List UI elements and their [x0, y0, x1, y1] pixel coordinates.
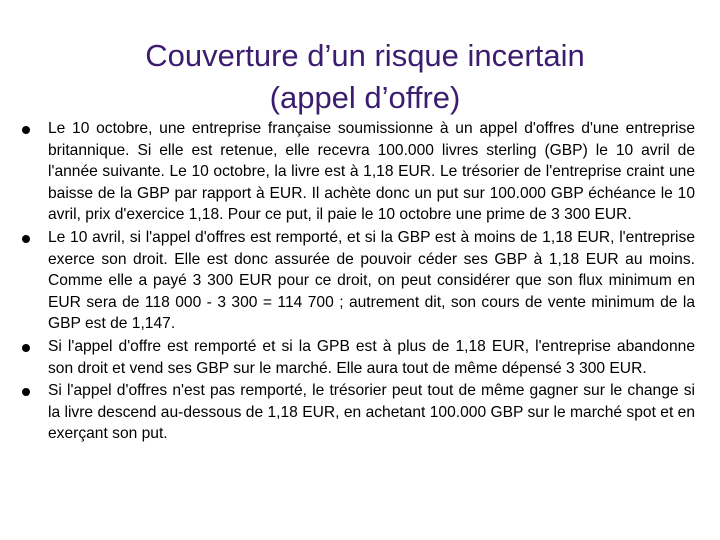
bullet-list [20, 118, 695, 446]
bullet-text: Le 10 octobre, une entreprise française soumissionne à un appel d'offres d'une entreprise britannique. Si elle est retenue, elle recevra 100.000 livres sterling (GBP) le 10 avril de l'année suivante. Le 10 octobre, la livre est à 1,18 EUR. Le trésorier de l'entreprise craint une baisse de la GBP par rapport à EUR. Il achète donc un put sur 100.000 GBP échéance le 10 avril, prix d'exercice 1,18. Pour ce put, il paie le 10 octobre une prime de 3 300 EUR. [48, 120, 695, 224]
slide-title-line-2: (appel d’offre) [269, 79, 461, 115]
bullet-item-4 [20, 380, 695, 445]
bullet-dot-icon [22, 388, 30, 396]
bullet-text: Le 10 avril, si l'appel d'offres est remporté, et si la GBP est à moins de 1,18 EUR, l'entreprise exerce son droit. Elle est donc assurée de pouvoir céder ses GBP à 1,18 EUR au moins. Comme elle a payé 3 300 EUR pour ce droit, on peut considérer que son flux minimum en EUR sera de 118 000 - 3 300 = 114 700 ; autrement dit, son cours de vente minimum de la GBP est de 1,147. [48, 228, 695, 333]
bullet-dot-icon [22, 235, 30, 243]
bullet-dot-icon [22, 344, 30, 352]
bullet-text: Si l'appel d'offre est remporté et si la GPB est à plus de 1,18 EUR, l'entreprise abandonne son droit et vend ses GBP sur le marché. Elle aura tout de même dépensé 3 300 EUR. [48, 337, 695, 377]
bullet-item-3 [20, 336, 695, 379]
slide-title [40, 35, 690, 119]
slide-title-line-1: Couverture d’un risque incertain [145, 37, 585, 73]
bullet-item-2 [20, 227, 695, 335]
bullet-text: Si l'appel d'offres n'est pas remporté, le trésorier peut tout de même gagner sur le change si la livre descend au-dessous de 1,18 EUR, en achetant 100.000 GBP sur le marché spot et en exerçant son put. [48, 382, 695, 443]
bullet-item-1 [20, 118, 695, 226]
bullet-dot-icon [22, 126, 30, 134]
